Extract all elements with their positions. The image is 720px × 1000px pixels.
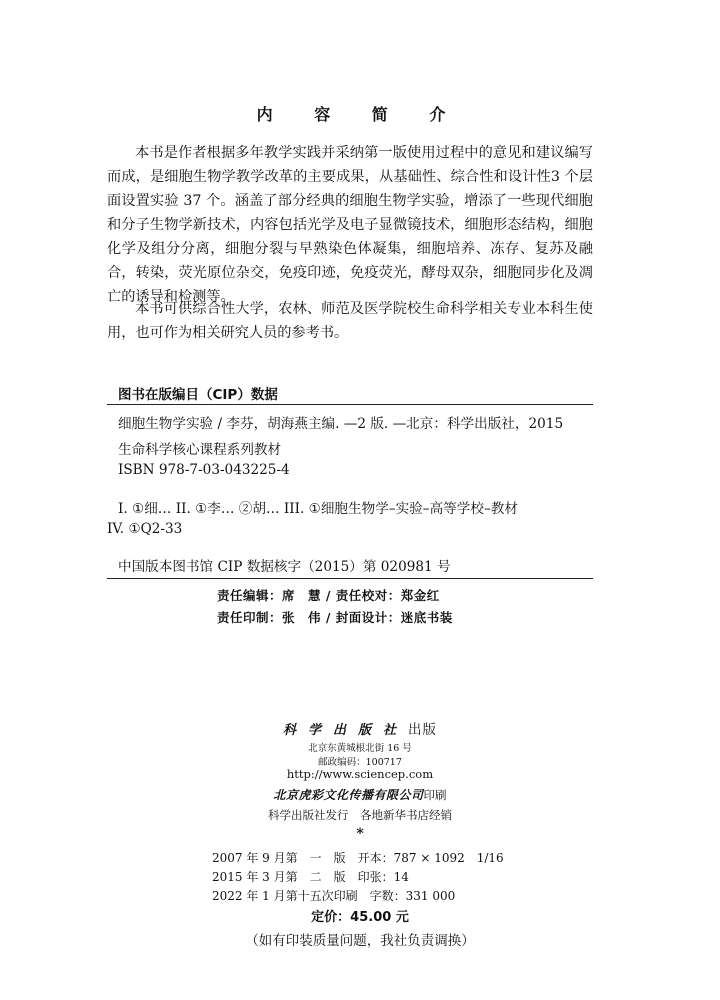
publisher-address: 北京东黄城根北街 16 号 — [308, 743, 412, 754]
distribution-line: 科学出版社发行 各地新华书店经销 — [268, 808, 452, 822]
cip-bottom-rule — [107, 578, 593, 579]
publisher-postcode: 邮政编码：100717 — [318, 757, 402, 768]
page-title: 内 容 简 介 — [256, 105, 464, 124]
edition-line-2: 2015 年 3 月第 二 版 印张：14 — [212, 870, 409, 884]
printer-name: 北京虎彩文化传播有限公司 — [273, 788, 424, 802]
cip-line-2: 生命科学核心课程系列教材 — [118, 442, 282, 458]
intro-paragraph-1 — [107, 141, 593, 309]
staff-line-2: 责任印制：张 伟 / 封面设计：迷底书装 — [217, 610, 453, 625]
publisher-name: 科学出版社 — [282, 723, 408, 738]
printer-line — [0, 784, 720, 803]
cip-isbn: ISBN 978-7-03-043225-4 — [118, 462, 290, 478]
cip-title: 图书在版编目（CIP）数据 — [118, 387, 278, 403]
edition-line-3: 2022 年 1 月第十五次印刷 字数：331 000 — [212, 889, 456, 903]
separator-star: * — [356, 826, 364, 842]
edition-line-1: 2007 年 9 月第 一 版 开本：787 × 1092 1/16 — [212, 851, 504, 865]
publisher-suffix: 出版 — [408, 722, 437, 738]
publisher-url: http://www.sciencep.com — [286, 767, 434, 781]
cip-classification-2: IV. ①Q2-33 — [107, 521, 183, 537]
printer-suffix: 印刷 — [423, 788, 447, 802]
intro-paragraph-2-text: 本书可供综合性大学，农林、师范及医学院校生命科学相关专业本科生使用，也可作为相关研究人员的参考书。 — [107, 301, 593, 341]
price: 定价：45.00 元 — [311, 910, 409, 925]
intro-paragraph-2 — [107, 297, 593, 345]
publisher-line — [0, 718, 720, 738]
cip-record: 中国版本图书馆 CIP 数据核字（2015）第 020981 号 — [118, 559, 451, 575]
cip-line-1: 细胞生物学实验 / 李芬，胡海燕主编. —2 版. —北京：科学出版社，2015 — [118, 416, 564, 432]
intro-paragraph-1-text: 本书是作者根据多年教学实践并采纳第一版使用过程中的意见和建议编写而成，是细胞生物学教学改革的主要成果，从基础性、综合性和设计性3 个层面设置实验 37 个。涵盖了部分经典的细胞生物学实验，增添了一些现代细胞和分子生物学新技术，内容包括光学及电子显微镜技术，细胞形态结构，细胞化学及组分分离，细胞分裂与早熟染色体凝集，细胞培养、冻存、复苏及融合，转染，荧光原位杂交，免疫印迹，免疫荧光，酵母双杂，细胞同步化及凋亡的诱导和检测等。 — [107, 145, 593, 305]
cip-classification-1: I. ①细… II. ①李… ②胡… III. ①细胞生物学–实验–高等学校–教材 — [118, 501, 518, 517]
cip-top-rule — [107, 404, 593, 405]
quality-notice: （如有印装质量问题，我社负责调换） — [245, 933, 475, 949]
staff-line-1: 责任编辑：席 慧 / 责任校对：郑金红 — [217, 588, 440, 603]
